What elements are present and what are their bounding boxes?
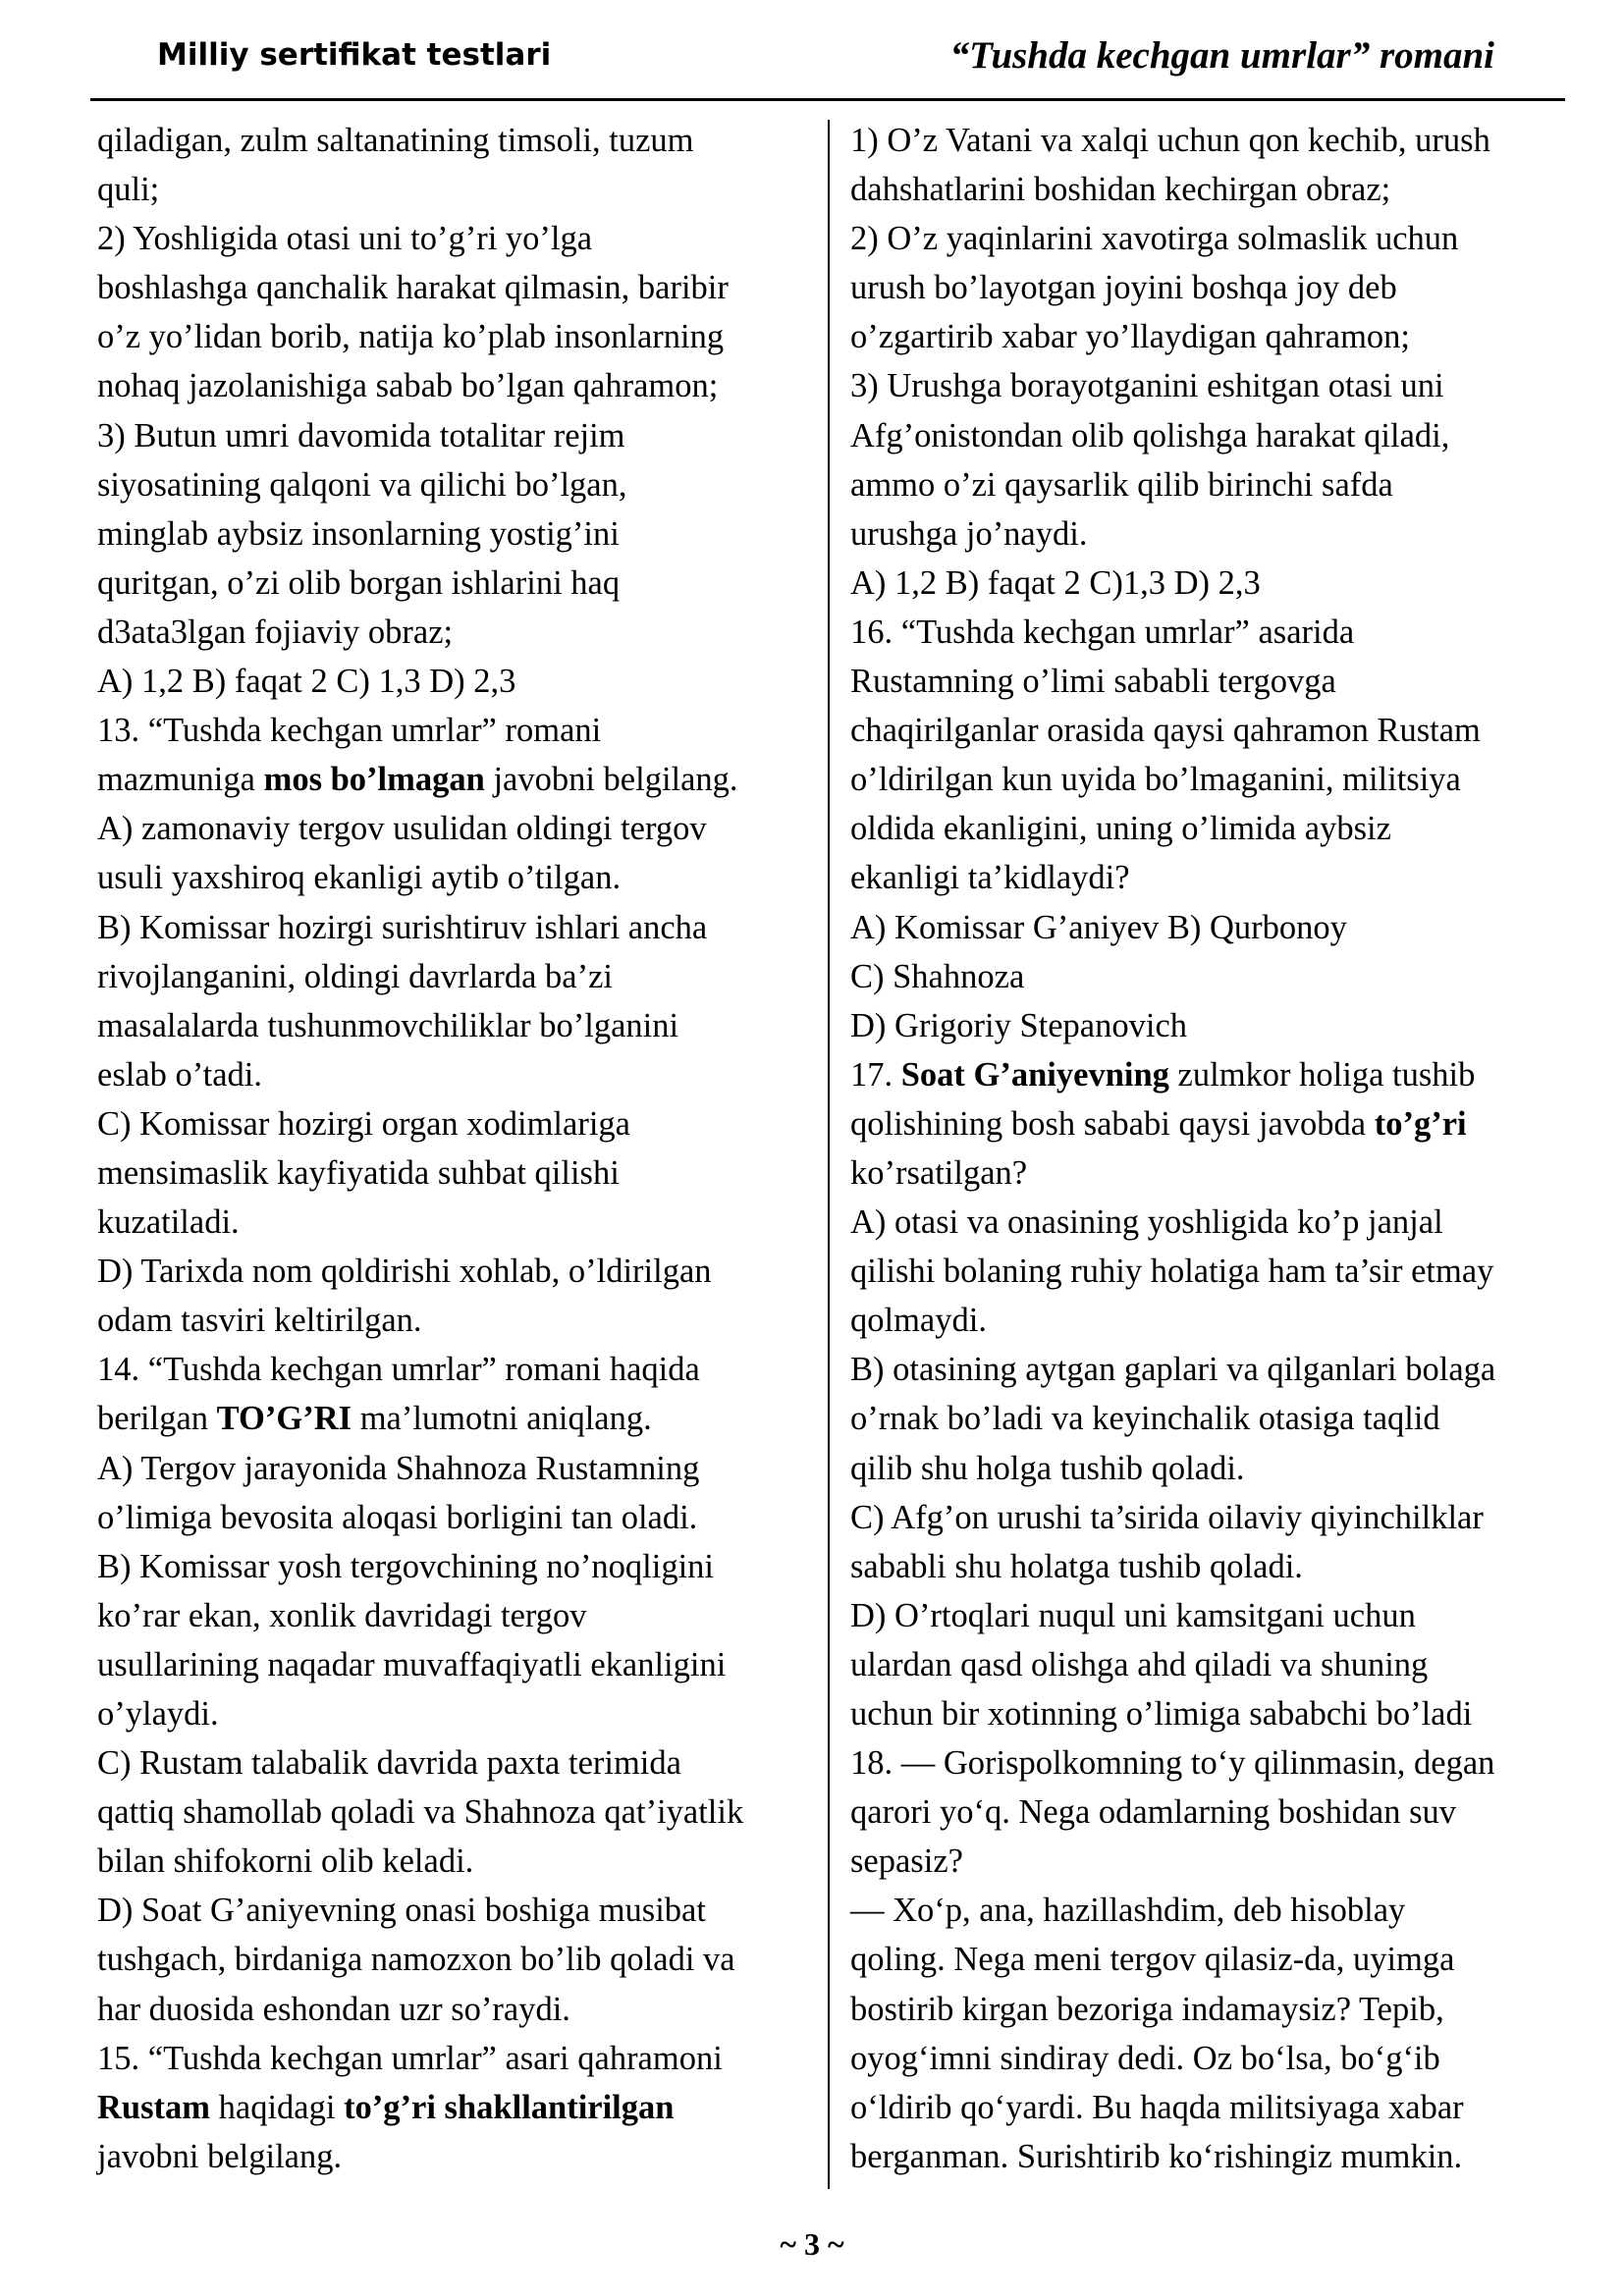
text-segment: ekanligi ta’kidlaydi?: [850, 859, 1130, 897]
text-line: [850, 1001, 1577, 1050]
right-column: [850, 116, 1577, 2181]
text-segment: Afg’onistondan olib qolishga harakat qiladi,: [850, 416, 1450, 454]
text-segment: A) Tergov jarayonida Shahnoza Rustamning: [97, 1449, 700, 1487]
text-line: [97, 460, 814, 509]
text-line: [850, 460, 1577, 509]
text-line: [850, 2034, 1577, 2083]
text-line: [97, 1099, 814, 1148]
text-line: [97, 804, 814, 853]
text-segment: ko’rsatilgan?: [850, 1153, 1028, 1192]
text-segment: dahshatlarini boshidan kechirgan obraz;: [850, 171, 1391, 209]
text-line: [850, 1886, 1577, 1935]
text-segment: qilib shu holga tushib qoladi.: [850, 1449, 1245, 1487]
text-line: [97, 116, 814, 165]
emphasis-text: TO’G’RI: [216, 1400, 352, 1438]
text-line: [97, 559, 814, 608]
text-segment: o’limiga bevosita aloqasi borligini tan oladi.: [97, 1498, 698, 1536]
text-segment: qolmaydi.: [850, 1302, 987, 1340]
text-line: [850, 1788, 1577, 1837]
text-segment: javobni belgilang.: [484, 761, 738, 799]
text-segment: eslab o’tadi.: [97, 1055, 262, 1094]
text-segment: C) Shahnoza: [850, 957, 1025, 995]
text-line: [850, 657, 1577, 706]
text-line: [850, 1394, 1577, 1443]
text-line: [850, 263, 1577, 312]
text-segment: ammo o’zi qaysarlik qilib birinchi safda: [850, 465, 1393, 504]
text-segment: usuli yaxshiroq ekanligi aytib o’tilgan.: [97, 859, 622, 897]
text-line: [850, 853, 1577, 902]
text-line: [97, 1296, 814, 1345]
text-line: [97, 1247, 814, 1296]
text-segment: D) Grigoriy Stepanovich: [850, 1006, 1188, 1044]
text-segment: qolishining bosh sababi qaysi javobda: [850, 1104, 1375, 1143]
text-line: [850, 1542, 1577, 1591]
text-line: [850, 1689, 1577, 1738]
text-line: [97, 1640, 814, 1689]
text-line: [97, 706, 814, 755]
text-segment: qattiq shamollab qoladi va Shahnoza qat’iyatlik: [97, 1793, 744, 1832]
text-segment: 15. “Tushda kechgan umrlar” asari qahramoni: [97, 2039, 723, 2077]
text-segment: quritgan, o’zi olib borgan ishlarini haq: [97, 563, 621, 602]
text-line: [97, 657, 814, 706]
text-line: [97, 1886, 814, 1935]
text-segment: d3ata3lgan fojiaviy obraz;: [97, 613, 454, 651]
text-line: [850, 903, 1577, 952]
text-line: [850, 165, 1577, 214]
text-segment: qilishi bolaning ruhiy holatiga ham ta’sir etmay: [850, 1253, 1494, 1291]
text-segment: A) Komissar G’aniyev B) Qurbonoy: [850, 908, 1347, 946]
text-segment: D) Tarixda nom qoldirishi xohlab, o’ldirilgan: [97, 1253, 712, 1291]
text-segment: ko’rar ekan, xonlik davridagi tergov: [97, 1596, 587, 1634]
text-line: [97, 1788, 814, 1837]
text-segment: D) O’rtoqlari nuqul uni kamsitgani uchun: [850, 1596, 1416, 1634]
text-segment: 13. “Tushda kechgan umrlar” romani: [97, 712, 602, 750]
text-segment: C) Komissar hozirgi organ xodimlariga: [97, 1104, 630, 1143]
text-line: [850, 1050, 1577, 1099]
text-segment: oyog‘imni sindiray dedi. Oz bo‘lsa, bo‘g‘ib: [850, 2039, 1440, 2077]
text-line: [850, 214, 1577, 263]
text-segment: bilan shifokorni olib keladi.: [97, 1842, 474, 1881]
text-line: [850, 1296, 1577, 1345]
emphasis-text: to’g’ri shakllantirilgan: [344, 2088, 675, 2126]
text-segment: o’rnak bo’ladi va keyinchalik otasiga taqlid: [850, 1400, 1440, 1438]
text-line: [97, 214, 814, 263]
emphasis-text: Soat G’aniyevning: [900, 1055, 1169, 1094]
text-segment: B) Komissar hozirgi surishtiruv ishlari ancha: [97, 908, 708, 946]
text-line: [97, 1985, 814, 2034]
text-line: [850, 1640, 1577, 1689]
text-segment: tushgach, birdaniga namozxon bo’lib qoladi va: [97, 1941, 735, 1979]
text-segment: B) Komissar yosh tergovchining no’noqligini: [97, 1547, 714, 1585]
text-segment: ulardan qasd olishga ahd qiladi va shuning: [850, 1645, 1429, 1683]
text-segment: sepasiz?: [850, 1842, 963, 1881]
text-segment: berganman. Surishtirib ko‘rishingiz mumkin.: [850, 2137, 1463, 2175]
text-line: [97, 1591, 814, 1640]
text-line: [850, 1198, 1577, 1247]
text-line: [850, 116, 1577, 165]
text-line: [97, 952, 814, 1001]
text-segment: zulmkor holiga tushib: [1168, 1055, 1476, 1094]
text-line: [850, 509, 1577, 559]
text-line: [850, 804, 1577, 853]
text-segment: usullarining naqadar muvaffaqiyatli ekanligini: [97, 1645, 727, 1683]
text-segment: A) otasi va onasining yoshligida ko’p janjal: [850, 1203, 1443, 1242]
text-line: [850, 1738, 1577, 1788]
text-line: [97, 1001, 814, 1050]
text-segment: 16. “Tushda kechgan umrlar” asarida: [850, 613, 1355, 651]
text-segment: 17.: [850, 1055, 901, 1094]
header-rule: [90, 98, 1565, 101]
text-line: [97, 1493, 814, 1542]
text-line: [850, 1493, 1577, 1542]
text-line: [850, 2132, 1577, 2181]
text-segment: rivojlanganini, oldingi davrlarda ba’zi: [97, 957, 613, 995]
text-line: [97, 2034, 814, 2083]
text-segment: o’zgartirib xabar yo’llaydigan qahramon;: [850, 318, 1410, 356]
text-segment: haqidagi: [210, 2088, 345, 2126]
text-segment: D) Soat G’aniyevning onasi boshiga musibat: [97, 1892, 706, 1930]
text-segment: ma’lumotni aniqlang.: [352, 1400, 652, 1438]
text-segment: — Xo‘p, ana, hazillashdim, deb hisoblay: [850, 1892, 1406, 1930]
text-segment: 2) O’z yaqinlarini xavotirga solmaslik uchun: [850, 220, 1459, 258]
emphasis-text: mos bo’lmagan: [263, 761, 485, 799]
text-segment: 3) Urushga borayotganini eshitgan otasi uni: [850, 367, 1444, 405]
text-segment: C) Afg’on urushi ta’sirida oilaviy qiyinchilklar: [850, 1498, 1484, 1536]
text-line: [97, 755, 814, 804]
text-segment: uchun bir xotinning o’limiga sababchi bo’ladi: [850, 1695, 1473, 1733]
text-line: [97, 853, 814, 902]
text-line: [850, 755, 1577, 804]
text-segment: chaqirilganlar orasida qaysi qahramon Rustam: [850, 712, 1481, 750]
text-line: [850, 312, 1577, 361]
text-segment: Rustamning o’limi sababli tergovga: [850, 663, 1336, 701]
text-line: [97, 1935, 814, 1984]
text-line: [97, 2083, 814, 2132]
text-segment: kuzatiladi.: [97, 1203, 240, 1242]
text-segment: bostirib kirgan bezoriga indamaysiz? Tepib,: [850, 1990, 1444, 2028]
header-right-title: “Tushda kechgan umrlar” romani: [949, 34, 1494, 77]
text-line: [850, 706, 1577, 755]
text-line: [850, 1591, 1577, 1640]
text-segment: 2) Yoshligida otasi uni to’g’ri yo’lga: [97, 220, 593, 258]
text-line: [850, 1148, 1577, 1198]
text-segment: sababli shu holatga tushib qoladi.: [850, 1547, 1303, 1585]
text-line: [97, 411, 814, 460]
text-segment: 18. — Gorispolkomning to‘y qilinmasin, degan: [850, 1744, 1495, 1783]
text-segment: C) Rustam talabalik davrida paxta terimida: [97, 1744, 681, 1783]
text-line: [850, 559, 1577, 608]
text-line: [850, 2083, 1577, 2132]
page-number: ~ 3 ~: [780, 2226, 844, 2262]
text-segment: quli;: [97, 171, 160, 209]
text-segment: qoling. Nega meni tergov qilasiz-da, uyimga: [850, 1941, 1455, 1979]
text-segment: qarori yo‘q. Nega odamlarning boshidan suv: [850, 1793, 1457, 1832]
text-segment: urush bo’layotgan joyini boshqa joy deb: [850, 269, 1397, 307]
text-segment: masalalarda tushunmovchiliklar bo’lganini: [97, 1006, 679, 1044]
text-segment: siyosatining qalqoni va qilichi bo’lgan,: [97, 465, 627, 504]
text-line: [850, 1935, 1577, 1984]
text-line: [97, 1542, 814, 1591]
left-column: [97, 116, 814, 2181]
text-segment: minglab aybsiz insonlarning yostig’ini: [97, 514, 620, 553]
text-line: [850, 361, 1577, 410]
text-segment: mazmuniga: [97, 761, 264, 799]
text-segment: o’ldirilgan kun uyida bo’lmaganini, militsiya: [850, 761, 1461, 799]
text-segment: o’ylaydi.: [97, 1695, 219, 1733]
emphasis-text: Rustam: [97, 2088, 211, 2126]
text-line: [97, 1689, 814, 1738]
text-line: [97, 608, 814, 657]
text-line: [97, 312, 814, 361]
page-header: [157, 34, 1494, 100]
text-segment: boshlashga qanchalik harakat qilmasin, baribir: [97, 269, 729, 307]
text-line: [97, 1837, 814, 1886]
text-line: [97, 1444, 814, 1493]
header-left-title: Milliy sertifikat testlari: [157, 37, 552, 73]
text-line: [97, 1198, 814, 1247]
text-line: [850, 1247, 1577, 1296]
text-segment: urushga jo’naydi.: [850, 514, 1088, 553]
emphasis-text: to’g’ri: [1374, 1104, 1467, 1143]
text-segment: qiladigan, zulm saltanatining timsoli, tuzum: [97, 122, 694, 159]
text-line: [850, 1985, 1577, 2034]
text-segment: A) 1,2 B) faqat 2 C) 1,3 D) 2,3: [97, 663, 516, 701]
text-line: [850, 1444, 1577, 1493]
text-line: [97, 1738, 814, 1788]
text-segment: javobni belgilang.: [97, 2137, 343, 2175]
text-segment: B) otasining aytgan gaplari va qilganlari bolaga: [850, 1351, 1496, 1389]
text-line: [97, 903, 814, 952]
text-segment: 1) O’z Vatani va xalqi uchun qon kechib, urush: [850, 122, 1490, 159]
text-segment: mensimaslik kayfiyatida suhbat qilishi: [97, 1153, 620, 1192]
text-segment: berilgan: [97, 1400, 217, 1438]
text-line: [97, 509, 814, 559]
text-line: [97, 1345, 814, 1394]
text-line: [97, 1050, 814, 1099]
text-segment: odam tasviri keltirilgan.: [97, 1302, 422, 1340]
text-line: [97, 263, 814, 312]
text-segment: nohaq jazolanishiga sabab bo’lgan qahramon;: [97, 367, 719, 405]
text-line: [97, 1148, 814, 1198]
text-segment: o‘ldirib qo‘yardi. Bu haqda militsiyaga xabar: [850, 2088, 1464, 2126]
text-line: [850, 411, 1577, 460]
text-line: [97, 165, 814, 214]
text-line: [850, 608, 1577, 657]
text-segment: A) zamonaviy tergov usulidan oldingi tergov: [97, 810, 707, 848]
text-segment: oldida ekanligini, uning o’limida aybsiz: [850, 810, 1391, 848]
text-line: [97, 2132, 814, 2181]
text-line: [850, 952, 1577, 1001]
text-line: [850, 1837, 1577, 1886]
text-line: [97, 361, 814, 410]
text-line: [850, 1099, 1577, 1148]
text-line: [97, 1394, 814, 1443]
text-segment: 14. “Tushda kechgan umrlar” romani haqida: [97, 1351, 700, 1389]
text-line: [850, 1345, 1577, 1394]
text-segment: har duosida eshondan uzr so’raydi.: [97, 1990, 570, 2028]
text-segment: o’z yo’lidan borib, natija ko’plab insonlarning: [97, 318, 725, 356]
text-segment: A) 1,2 B) faqat 2 C)1,3 D) 2,3: [850, 563, 1261, 602]
text-segment: 3) Butun umri davomida totalitar rejim: [97, 416, 625, 454]
column-divider: [828, 120, 830, 2189]
